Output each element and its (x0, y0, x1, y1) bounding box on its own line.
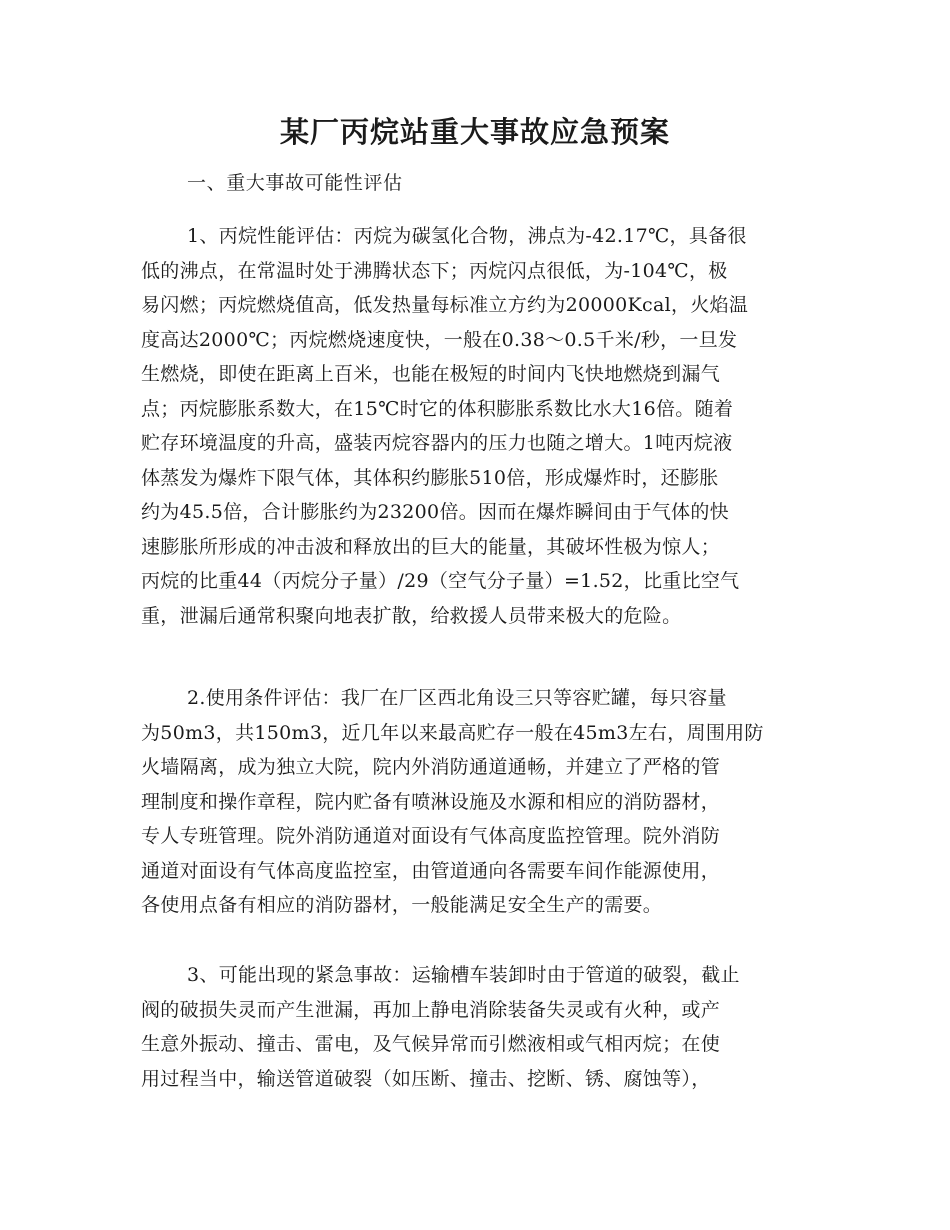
text-line: 贮存环境温度的升高，盛装丙烷容器内的压力也随之增大。1吨丙烷液 (141, 432, 733, 454)
text-line: 用过程当中，输送管道破裂（如压断、撞击、挖断、锈、腐蚀等）， (141, 1067, 711, 1090)
text-line: 各使用点备有相应的消防器材，一般能满足安全生产的需要。 (141, 894, 663, 916)
text-line: 丙烷的比重44（丙烷分子量）/29（空气分子量）=1.52，比重比空气 (141, 570, 740, 592)
text-line: 2.使用条件评估：我厂在厂区西北角设三只等容贮罐，每只容量 (187, 687, 727, 709)
paragraph-usage-conditions (141, 681, 811, 923)
text-line: 点；丙烷膨胀系数大，在15℃时它的体积膨胀系数比水大16倍。随着 (141, 397, 734, 420)
text-line: 生燃烧，即使在距离上百米，也能在极短的时间内飞快地燃烧到漏气 (141, 363, 721, 385)
section-heading: 一、重大事故可能性评估 (187, 172, 403, 194)
text-line: 体蒸发为爆炸下限气体，其体积约膨胀510倍，形成爆炸时，还膨胀 (141, 466, 719, 489)
text-line: 度高达2000℃；丙烷燃烧速度快，一般在0.38～0.5千米/秒，一旦发 (141, 328, 738, 351)
paragraph-propane-properties (141, 219, 811, 633)
text-line: 专人专班管理。院外消防通道对面设有气体高度监控管理。院外消防 (141, 825, 721, 847)
text-line: 3、可能出现的紧急事故：运输槽车装卸时由于管道的破裂，截止 (187, 964, 740, 986)
text-line: 约为45.5倍，合计膨胀约为23200倍。因而在爆炸瞬间由于气体的快 (141, 501, 729, 523)
text-line: 低的沸点，在常温时处于沸腾状态下；丙烷闪点很低，为-104℃，极 (141, 259, 728, 282)
paragraph-possible-emergencies (141, 958, 811, 1096)
text-line: 火墙隔离，成为独立大院，院内外消防通道通畅，并建立了严格的管 (141, 756, 721, 778)
text-line: 理制度和操作章程，院内贮备有喷淋设施及水源和相应的消防器材， (141, 790, 721, 813)
text-line: 通道对面设有气体高度监控室，由管道通向各需要车间作能源使用， (141, 859, 721, 882)
document-title: 某厂丙烷站重大事故应急预案 (279, 115, 670, 149)
text-line: 生意外振动、撞击、雷电，及气候异常而引燃液相或气相丙烷；在使 (141, 1033, 721, 1055)
text-line: 易闪燃；丙烷燃烧值高，低发热量每标准立方约为20000Kcal，火焰温 (141, 294, 749, 316)
text-line: 阀的破损失灵而产生泄漏，再加上静电消除装备失灵或有火种，或产 (141, 998, 721, 1021)
text-line: 速膨胀所形成的冲击波和释放出的巨大的能量，其破坏性极为惊人； (141, 535, 721, 558)
text-line: 重，泄漏后通常积聚向地表扩散，给救援人员带来极大的危险。 (141, 604, 682, 627)
text-line: 1、丙烷性能评估：丙烷为碳氢化合物，沸点为-42.17℃，具备很 (187, 225, 747, 247)
text-line: 为50m3，共150m3，近几年以来最高贮存一般在45m3左右，周围用防 (141, 721, 764, 744)
